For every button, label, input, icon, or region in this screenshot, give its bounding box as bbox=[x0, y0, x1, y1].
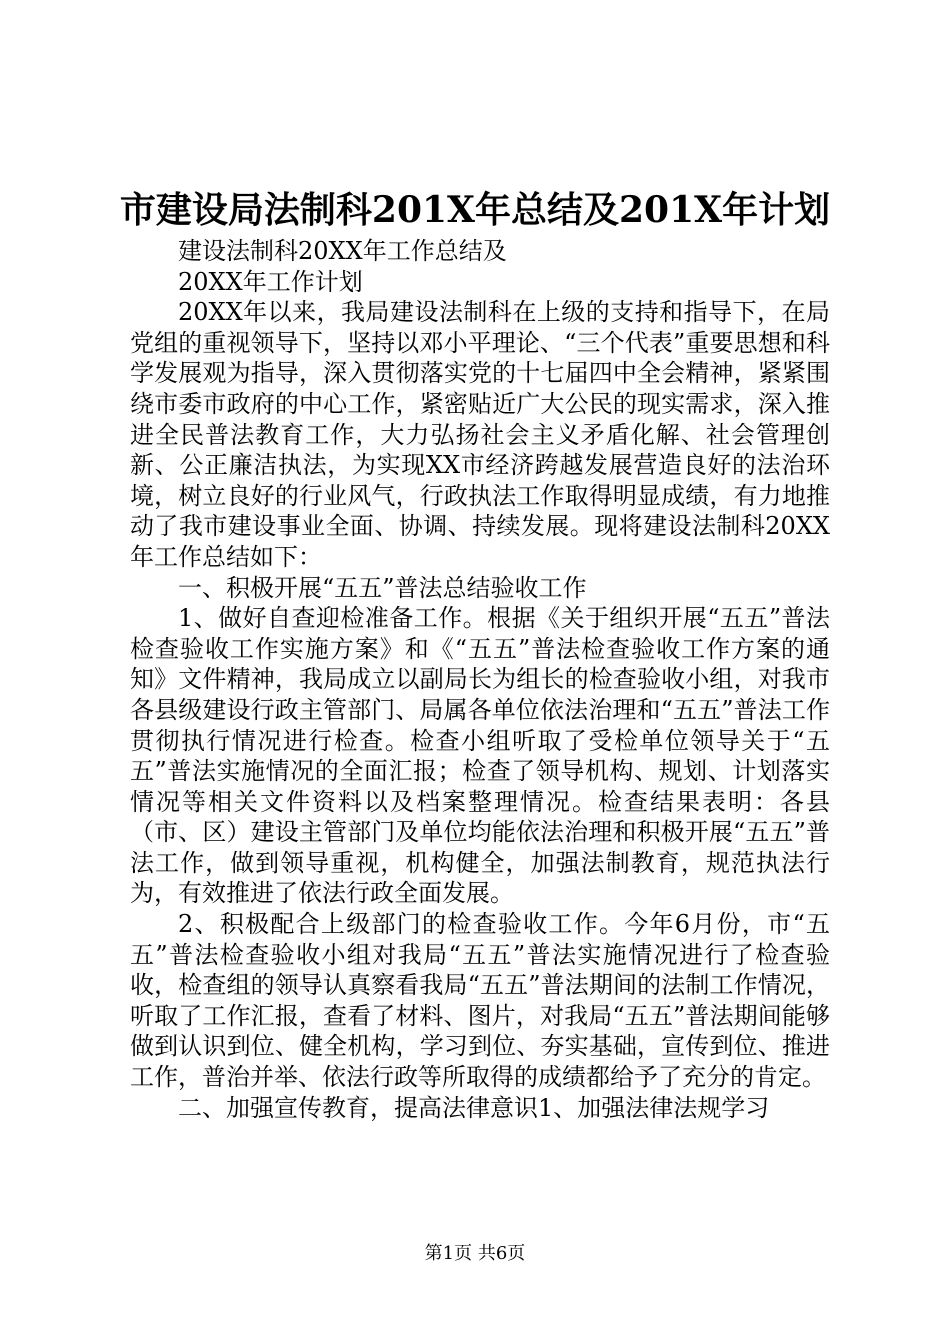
document-title: 市建设局法制科201X年总结及201X年计划 bbox=[119, 189, 831, 231]
page-footer: 第1页 共6页 bbox=[424, 1243, 526, 1264]
paragraph-item-1: 1、做好自查迎检准备工作。根据《关于组织开展“五五”普法检查验收工作实施方案》和《“五五”普法检查验收工作方案的通知》文件精神，我局成立以副局长为组长的检查验收小组，对我市各县级建设行政主管部门、局属各单位依法治理和“五五”普法工作贯彻执行情况进行检查。检查小组听取了受检单位领导关于“五五”普法实施情况的全面汇报；检查了领导机构、规划、计划落实情况等相关文件资料以及档案整理情况。检查结果表明：各县（市、区）建设主管部门及单位均能依法治理和积极开展“五五”普法工作，做到领导重视，机构健全，加强法制教育，规范执法行为，有效推进了依法行政全面发展。 bbox=[130, 604, 830, 908]
document-body bbox=[130, 236, 830, 1123]
subtitle-line-2: 20XX年工作计划 bbox=[178, 267, 363, 296]
section-heading-1: 一、积极开展“五五”普法总结验收工作 bbox=[178, 573, 587, 602]
intro-paragraph: 20XX年以来，我局建设法制科在上级的支持和指导下，在局党组的重视领导下，坚持以邓小平理论、“三个代表”重要思想和科学发展观为指导，深入贯彻落实党的十七届四中全会精神，紧紧围绕市委市政府的中心工作，紧密贴近广大公民的现实需求，深入推进全民普法教育工作，大力弘扬社会主义矛盾化解、社会管理创新、公正廉洁执法，为实现XX市经济跨越发展营造良好的法治环境，树立良好的行业风气，行政执法工作取得明显成绩，有力地推动了我市建设事业全面、协调、持续发展。现将建设法制科20XX年工作总结如下： bbox=[130, 298, 830, 571]
paragraph-item-2: 2、积极配合上级部门的检查验收工作。今年6月份，市“五五”普法检查验收小组对我局“五五”普法实施情况进行了检查验收，检查组的领导认真察看我局“五五”普法期间的法制工作情况，听取了工作汇报，查看了材料、图片，对我局“五五”普法期间能够做到认识到位、健全机构，学习到位、夯实基础，宣传到位、推进工作，普治并举、依法行政等所取得的成绩都给予了充分的肯定。 bbox=[130, 910, 830, 1092]
section-heading-2: 二、加强宣传教育，提高法律意识1、加强法律法规学习 bbox=[178, 1093, 770, 1122]
subtitle-line-1: 建设法制科20XX年工作总结及 bbox=[178, 237, 507, 265]
